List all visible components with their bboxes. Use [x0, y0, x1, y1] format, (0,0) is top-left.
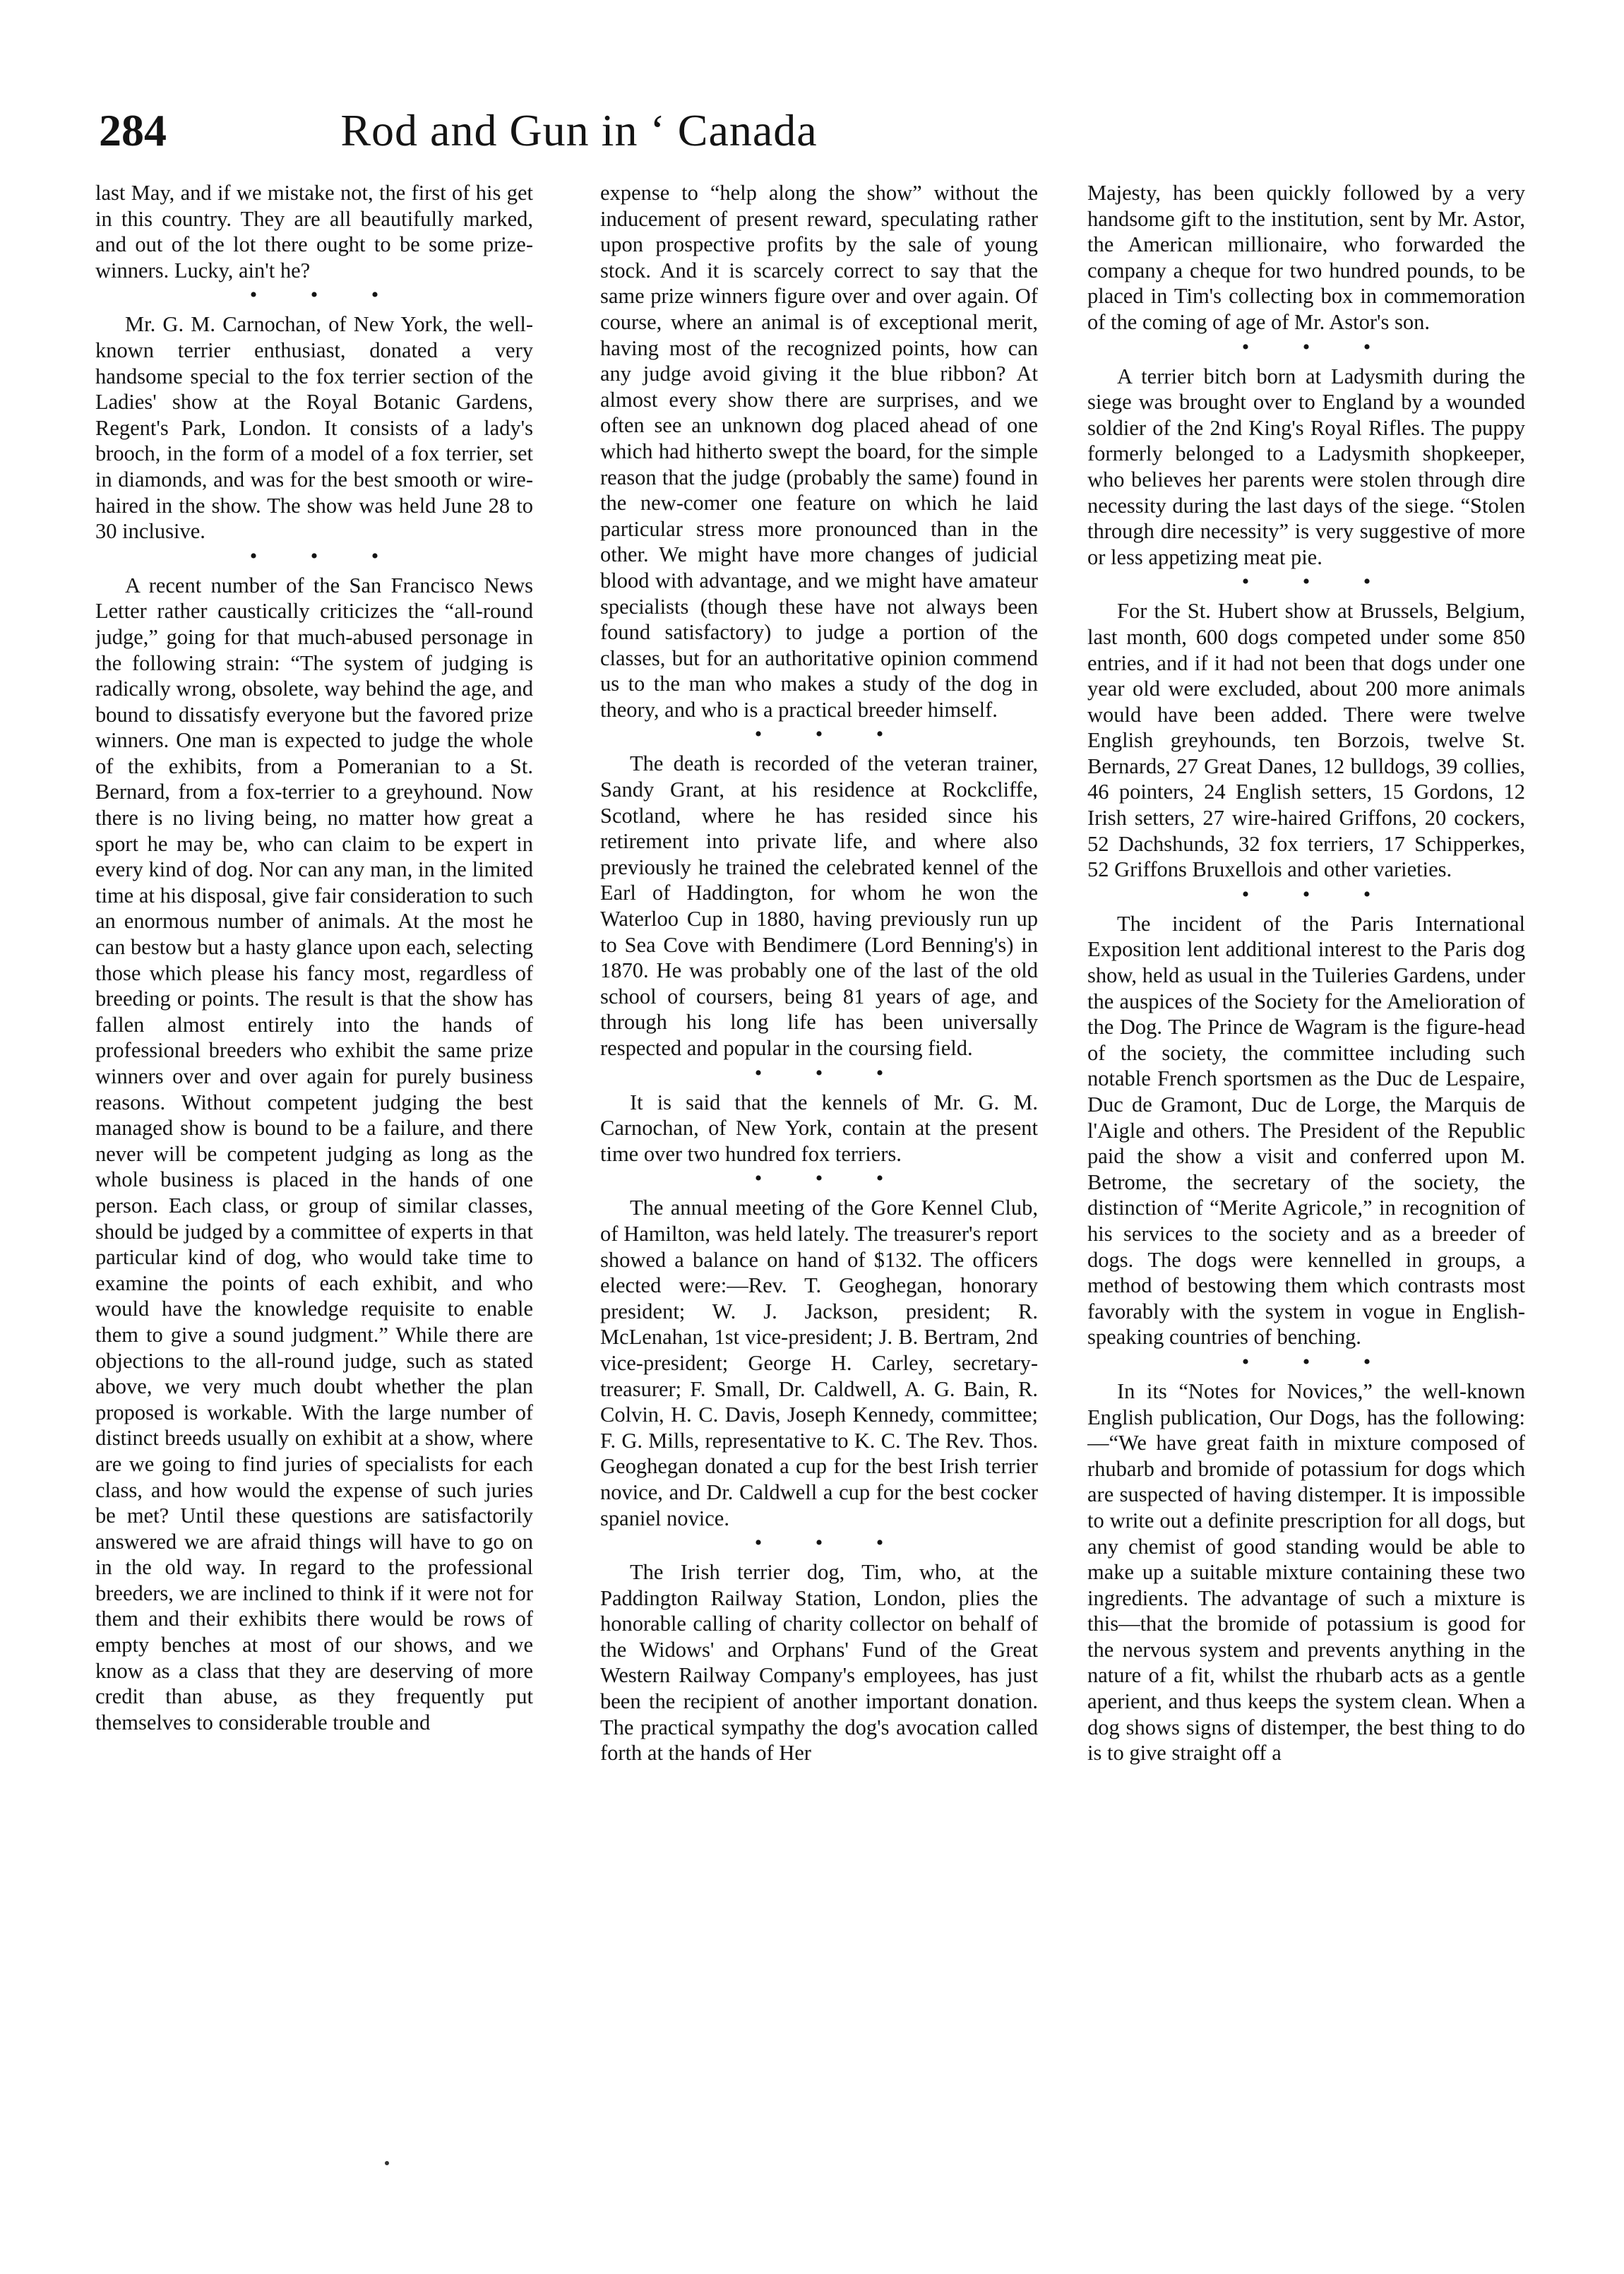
paragraph-tim-irish-terrier: The Irish terrier dog, Tim, who, at the Paddington Railway Station, London, plies the honorable calling of charity collector on behalf of the Widows' and Orphans' Fund of the Great Western Railway Company's employees, has just been the recipient of another important donation. The practical sympathy the dog's avocation called forth at the hands of Her: [600, 1560, 1038, 1766]
section-separator: • • •: [1241, 882, 1395, 906]
column-1: [95, 180, 533, 2228]
stray-ink-dot: [385, 2161, 389, 2165]
paragraph-carnochan-special: Mr. G. M. Carnochan, of New York, the well-known terrier enthusiast, donated a very handsome special to the fox terrier section of the Ladies' show at the Royal Botanic Gardens, Regent's Park, London. It consists of a lady's brooch, in the form of a model of a fox terrier, set in diamonds, and was for the best smooth or wire-haired in the show. The show was held June 28 to 30 inclusive.: [95, 312, 533, 544]
section-separator: • • •: [754, 722, 908, 746]
section-separator: • • •: [249, 544, 403, 568]
column-2: [600, 180, 1038, 2228]
paragraph-astor-gift: Majesty, has been quickly followed by a very handsome gift to the institution, sent by Mr. Astor, the American millionaire, who forwarded the company a cheque for two hundred pounds, to be placed in Tim's collecting box in commemoration of the coming of age of Mr. Astor's son.: [1087, 181, 1525, 334]
paragraph-help-along-show: expense to “help along the show” without the inducement of present reward, speculating rather upon prospective profits by the sale of young stock. And it is scarcely correct to say that the same prize winners figure over and over again. Of course, where an animal is of exceptional merit, having most of the recognized points, how can any judge avoid giving it the blue ribbon? At almost every show there are surprises, and we often see an unknown dog placed ahead of one which had hitherto swept the board, for the simple reason that the judge (probably the same) found in the new-comer one feature on which he laid particular stress more pronounced than in the other. We might have more changes of judicial blood with advantage, and we might have amateur specialists (though these have not always been found satisfactory) to judge a portion of the classes, but for an authoritative opinion commend us to the man who makes a study of the dog in theory, and who is a practical breeder himself.: [600, 181, 1038, 722]
column-3: [1087, 180, 1525, 2228]
section-separator: • • •: [249, 283, 403, 307]
paragraph-sandy-grant-death: The death is recorded of the veteran trainer, Sandy Grant, at his residence at Rockcliffe, Scotland, where he has resided since his retirement into private life, and where also previously he trained the celebrated kennel of the Earl of Haddington, for whom he won the Waterloo Cup in 1880, having previously run up to Sea Cove with Bendimere (Lord Benning's) in 1870. He was probably one of the last of the old school of coursers, being 81 years of age, and through his long life has been universally respected and popular in the coursing field.: [600, 751, 1038, 1060]
paragraph-paris-dog-show: The incident of the Paris International Exposition lent additional interest to the Paris dog show, held as usual in the Tuileries Gardens, under the auspices of the Society for the Amelioration of the Dog. The Prince de Wagram is the figure-head of the society, the committee including such notable French sportsmen as the Duc de Lespaire, Duc de Gramont, Duc de Lorge, the Marquis de l'Aigle and others. The President of the Republic paid the show a visit and conferred upon M. Betrome, the secretary of the society, the distinction of “Merite Agricole,” in recognition of his services to the society and as a breeder of dogs. The dogs were kennelled in groups, a method of bestowing them which contrasts most favorably with the system in vogue in English-speaking countries of benching.: [1087, 911, 1525, 1350]
section-separator: • • •: [754, 1531, 908, 1555]
paragraph-carnochan-kennels: It is said that the kennels of Mr. G. M. Carnochan, of New York, contain at the present time over two hundred fox terriers.: [600, 1090, 1038, 1166]
section-separator: • • •: [754, 1061, 908, 1085]
section-separator: • • •: [1241, 335, 1395, 359]
section-separator: • • •: [1241, 1350, 1395, 1374]
section-separator: • • •: [754, 1167, 908, 1191]
article-columns: [95, 180, 1543, 2228]
running-title: Rod and Gun in ‘ Canada: [340, 105, 818, 155]
paragraph-st-hubert-show: For the St. Hubert show at Brussels, Belgium, last month, 600 dogs competed under some 850 entries, and if it had not been that dogs under one year old were excluded, about 200 more animals would have been added. There were twelve English greyhounds, ten Borzois, twelve St. Bernards, 27 Great Danes, 12 bulldogs, 39 collies, 46 pointers, 24 English setters, 15 Gordons, 12 Irish setters, 27 wire-haired Griffons, 20 cockers, 52 Dachshunds, 32 fox terriers, 17 Schipperkes, 52 Griffons Bruxellois and other varieties.: [1087, 599, 1525, 882]
paragraph-gore-kennel-club: The annual meeting of the Gore Kennel Club, of Hamilton, was held lately. The treasurer's report showed a balance on hand of $132. The officers elected were:—Rev. T. Geoghegan, honorary president; W. J. Jackson, president; R. McLenahan, 1st vice-president; J. B. Bertram, 2nd vice-president; George H. Carley, secretary-treasurer; F. Small, Dr. Caldwell, A. G. Bain, R. Colvin, H. C. Davis, Joseph Kennedy, committee; F. G. Mills, representative to K. C. The Rev. Thos. Geoghegan donated a cup for the best Irish terrier novice, and Dr. Caldwell a cup for the best cocker spaniel novice.: [600, 1196, 1038, 1530]
page-header: [99, 99, 1059, 169]
section-separator: • • •: [1241, 570, 1395, 594]
paragraph-notes-for-novices: In its “Notes for Novices,” the well-known English publication, Our Dogs, has the following:—“We have great faith in mixture composed of rhubarb and bromide of potassium for dogs which are suspected of having distemper. It is impossible to write out a definite prescription for all dogs, but any chemist of good standing would be able to make up a suitable mixture containing these two ingredients. The advantage of such a mixture is this—that the bromide of potassium is good for the nervous system and prevents anything in the nature of a fit, whilst the rhubarb acts as a gentle aperient, and thus keeps the system clean. When a dog shows signs of distemper, the best thing to do is to give straight off a: [1087, 1379, 1525, 1766]
page-number: 284: [99, 105, 167, 155]
paragraph-dog-breeder-litter: last May, and if we mistake not, the first of his get in this country. They are all beautifully marked, and out of the lot there ought to be some prize-winners. Lucky, ain't he?: [95, 181, 533, 282]
paragraph-all-round-judge: A recent number of the San Francisco News Letter rather caustically criticizes the “all-round judge,” going for that much-abused personage in the following strain: “The system of judging is radically wrong, obsolete, way behind the age, and bound to dissatisfy everyone but the favored prize winners. One man is expected to judge the whole of the exhibits, from a Pomeranian to a St. Bernard, from a fox-terrier to a greyhound. Now there is no living being, no matter how great a sport he may be, who can claim to be expert in every kind of dog. Nor can any man, in the limited time at his disposal, give fair consideration to such an enormous number of animals. At the most he can bestow but a hasty glance upon each, selecting those which please his fancy most, regardless of breeding or points. The result is that the show has fallen almost entirely into the hands of professional breeders who exhibit the same prize winners over and over again for purely business reasons. Without competent judging the best managed show is bound to be a failure, and there never will be competent judging as long as the whole business is placed in the hands of one person. Each class, or group of similar classes, should be judged by a committee of experts in that particular kind of dog, who would take time to examine the points of each exhibit, and who would have the knowledge requisite to enable them to give a sound judgment.” While there are objections to the all-round judge, such as stated above, we very much doubt whether the plan proposed is workable. With the large number of distinct breeds usually on exhibit at a show, where are we going to find juries of specialists for each class, and how would the expense of such juries be met? Until these questions are satisfactorily answered we are afraid things will have to go on in the old way. In regard to the professional breeders, we are inclined to think if it were not for them and their exhibits there would be rows of empty benches at most of our shows, and we know as a class that they are deserving of more credit than abuse, as they frequently put themselves to considerable trouble and: [95, 573, 533, 1734]
paragraph-ladysmith-terrier: A terrier bitch born at Ladysmith during the siege was brought over to England by a wounded soldier of the 2nd King's Royal Rifles. The puppy formerly belonged to a Ladysmith shopkeeper, who believes her parents were stolen through dire necessity during the last days of the siege. “Stolen through dire necessity” is very suggestive of more or less appetizing meat pie.: [1087, 364, 1525, 569]
